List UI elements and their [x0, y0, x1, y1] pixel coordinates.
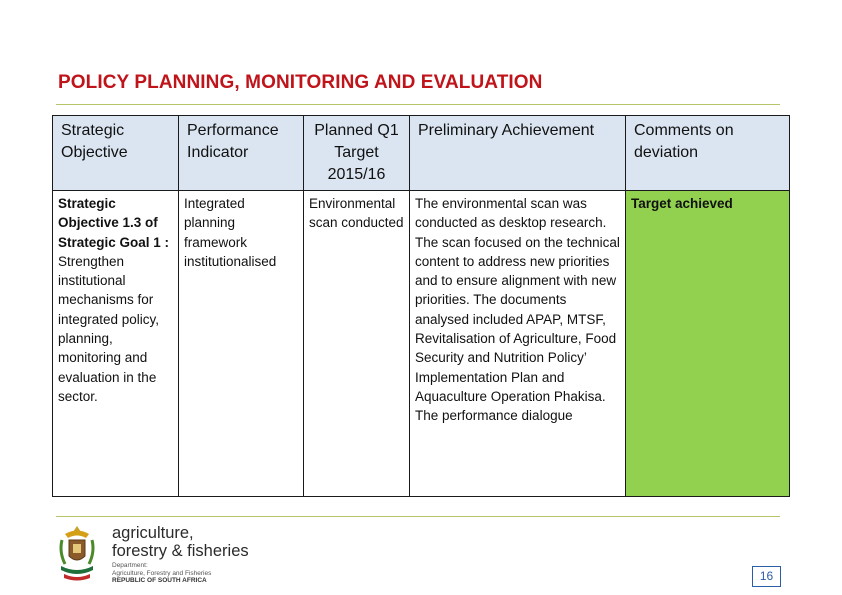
cell-strategic-objective — [53, 191, 179, 497]
logo-dept-line-2: Agriculture, Forestry and Fisheries — [112, 569, 212, 577]
header-performance-indicator: Performance Indicator — [179, 116, 304, 191]
coat-of-arms-icon — [56, 524, 98, 584]
objective-body-text: Strengthen institutional mechanisms for integrated policy, planning, monitoring and evaluation in the sector. — [58, 253, 160, 404]
cell-performance-indicator: Integrated planning framework institutionalised — [179, 191, 304, 497]
logo-brand-text — [112, 524, 249, 560]
cell-comments-on-deviation: Target achieved — [626, 191, 790, 497]
title-divider — [56, 104, 780, 105]
logo-dept-line-3: REPUBLIC OF SOUTH AFRICA — [112, 577, 207, 584]
performance-table — [52, 115, 790, 497]
logo-dept-line-1: Department: — [112, 562, 148, 569]
table-row — [53, 191, 790, 497]
logo-department-text — [112, 562, 211, 585]
logo-brand-line-2: forestry & fisheries — [112, 542, 249, 560]
logo-brand-line-1: agriculture, — [112, 524, 194, 542]
header-preliminary-achievement: Preliminary Achievement — [410, 116, 626, 191]
header-comments-on-deviation: Comments on deviation — [626, 116, 790, 191]
cell-preliminary-achievement: The environmental scan was conducted as desktop research. The scan focused on the technical content to address new priorities and to ensure alignment with new priorities. The documents analysed included APAP, MTSF, Revitalisation of Agriculture, Food Security and Nutrition Policy’ Implementation Plan and Aquaculture Operation Phakisa. The performance dialogue — [410, 191, 626, 497]
cell-planned-target: Environmental scan conducted — [304, 191, 410, 497]
department-logo — [52, 524, 249, 586]
page-number: 16 — [752, 566, 781, 587]
footer-divider — [56, 516, 780, 517]
page-title: POLICY PLANNING, MONITORING AND EVALUATION — [58, 72, 543, 93]
header-planned-target: Planned Q1 Target 2015/16 — [304, 116, 410, 191]
header-strategic-objective: Strategic Objective — [53, 116, 179, 191]
table-header-row — [53, 116, 790, 191]
objective-lead-text: Strategic Objective 1.3 of Strategic Goal 1 : — [58, 196, 170, 250]
